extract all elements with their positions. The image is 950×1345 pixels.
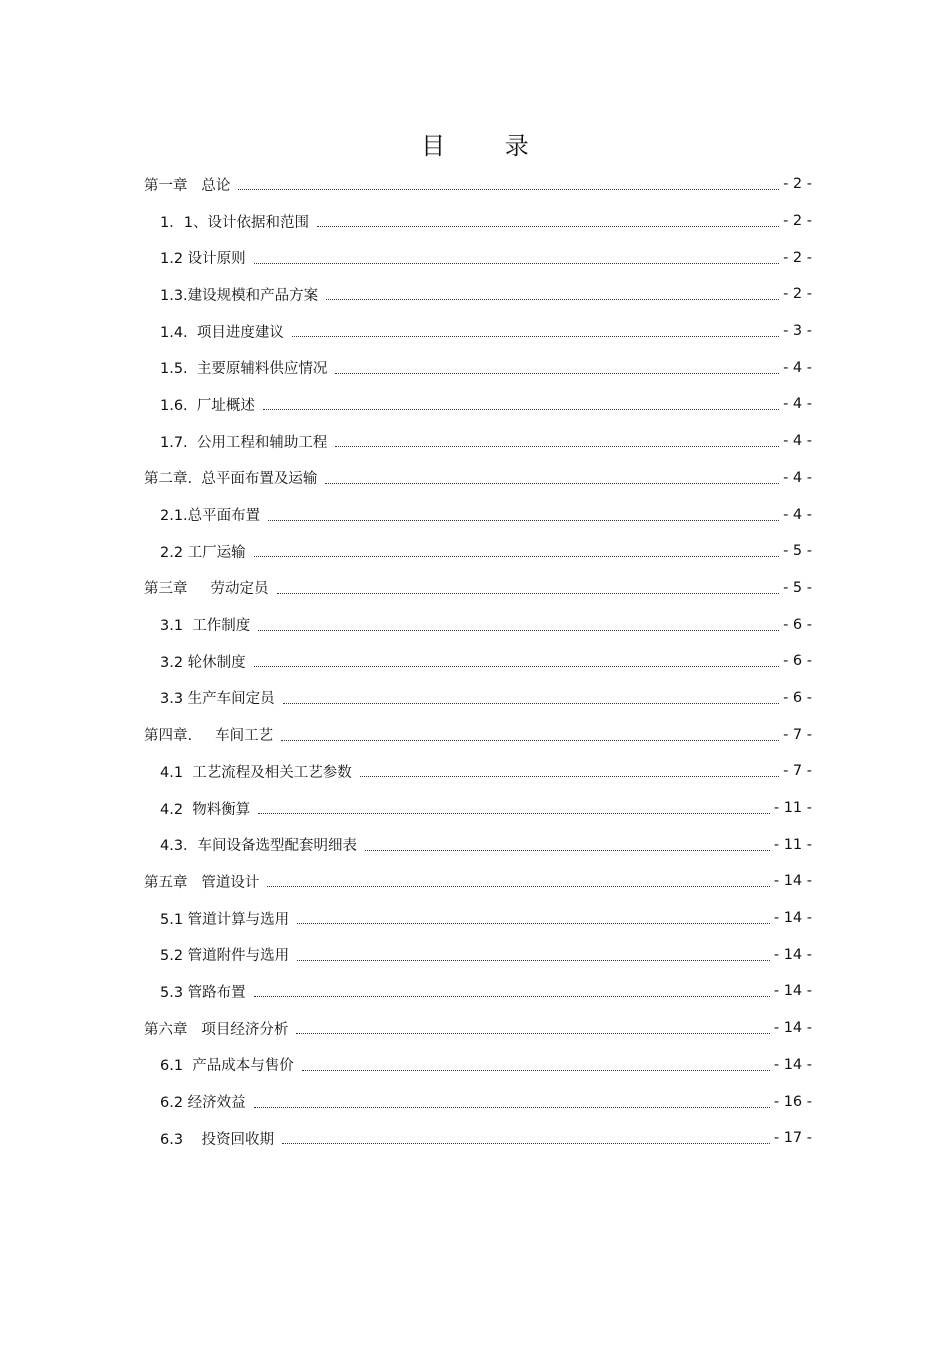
- toc-entry-label: 第三章 劳动定员: [144, 581, 269, 598]
- toc-entry[interactable]: [144, 606, 812, 643]
- dot-leader: [283, 702, 779, 704]
- toc-entry-label: 1.5. 主要原辅料供应情况: [160, 361, 328, 378]
- toc-entry-label: 4.2 物料衡算: [160, 801, 251, 818]
- dot-leader: [335, 445, 779, 447]
- toc-entry-label: 6.1 产品成本与售价: [160, 1058, 294, 1075]
- toc-entry[interactable]: [144, 203, 812, 240]
- toc-entry-page: - 14 -: [773, 983, 812, 1000]
- dot-leader: [325, 482, 779, 484]
- dot-leader: [254, 995, 770, 997]
- toc-entry-page: - 4 -: [783, 469, 812, 486]
- toc-entry-label: 6.3 投资回收期: [160, 1131, 274, 1148]
- dot-leader: [277, 592, 780, 594]
- toc-entry-label: 第二章. 总平面布置及运输: [144, 471, 318, 488]
- dot-leader: [335, 372, 779, 374]
- toc-entry-page: - 4 -: [783, 396, 812, 413]
- toc-entry-page: - 2 -: [783, 286, 812, 303]
- toc-entry-page: - 17 -: [773, 1130, 812, 1147]
- toc-entry-page: - 6 -: [783, 653, 812, 670]
- table-of-contents: [144, 166, 812, 1157]
- toc-entry-page: - 4 -: [783, 506, 812, 523]
- toc-entry-page: - 2 -: [783, 213, 812, 230]
- toc-entry-label: 3.3 生产车间定员: [160, 691, 275, 708]
- toc-entry-label: 第六章 项目经济分析: [144, 1021, 289, 1038]
- dot-leader: [317, 225, 779, 227]
- toc-entry-page: - 7 -: [783, 726, 812, 743]
- toc-entry[interactable]: [144, 643, 812, 680]
- toc-entry-page: - 5 -: [783, 579, 812, 596]
- toc-entry-label: 4.3．车间设备选型配套明细表: [160, 838, 358, 855]
- toc-entry[interactable]: [144, 753, 812, 790]
- dot-leader: [297, 922, 770, 924]
- toc-entry[interactable]: [144, 1083, 812, 1120]
- dot-leader: [268, 519, 779, 521]
- toc-entry-page: - 4 -: [783, 359, 812, 376]
- toc-entry[interactable]: [144, 1010, 812, 1047]
- toc-entry-page: - 2 -: [783, 176, 812, 193]
- toc-entry-page: - 14 -: [773, 1020, 812, 1037]
- toc-entry-label: 1．1、设计依据和范围: [160, 214, 309, 231]
- toc-entry[interactable]: [144, 1047, 812, 1084]
- toc-entry-label: 第四章. 车间工艺: [144, 728, 274, 745]
- toc-entry-label: 2.2 工厂运输: [160, 544, 246, 561]
- toc-entry-page: - 3 -: [783, 323, 812, 340]
- toc-entry-page: - 14 -: [773, 1056, 812, 1073]
- toc-entry-label: 1.4. 项目进度建议: [160, 324, 284, 341]
- toc-entry[interactable]: [144, 900, 812, 937]
- dot-leader: [258, 812, 770, 814]
- toc-entry[interactable]: [144, 863, 812, 900]
- toc-entry-page: - 16 -: [773, 1093, 812, 1110]
- toc-entry-page: - 5 -: [783, 543, 812, 560]
- toc-entry[interactable]: [144, 716, 812, 753]
- toc-entry-page: - 14 -: [773, 946, 812, 963]
- toc-entry-label: 6.2 经济效益: [160, 1095, 246, 1112]
- toc-entry[interactable]: [144, 496, 812, 533]
- toc-entry-page: - 6 -: [783, 689, 812, 706]
- toc-entry[interactable]: [144, 239, 812, 276]
- dot-leader: [292, 335, 779, 337]
- toc-entry-label: 第一章 总论: [144, 177, 231, 194]
- toc-entry-page: - 14 -: [773, 910, 812, 927]
- toc-entry[interactable]: [144, 973, 812, 1010]
- toc-entry[interactable]: [144, 1120, 812, 1157]
- toc-entry[interactable]: [144, 570, 812, 607]
- dot-leader: [365, 849, 770, 851]
- toc-entry[interactable]: [144, 680, 812, 717]
- toc-entry[interactable]: [144, 790, 812, 827]
- toc-entry-label: 5.2 管道附件与选用: [160, 948, 290, 965]
- toc-entry-label: 3.1 工作制度: [160, 618, 251, 635]
- toc-entry[interactable]: [144, 423, 812, 460]
- toc-entry-label: 1.7. 公用工程和辅助工程: [160, 434, 328, 451]
- dot-leader: [254, 555, 779, 557]
- toc-entry-label: 5.1 管道计算与选用: [160, 911, 290, 928]
- dot-leader: [263, 408, 779, 410]
- toc-entry[interactable]: [144, 826, 812, 863]
- toc-title: 目 录: [421, 132, 555, 160]
- toc-entry[interactable]: [144, 936, 812, 973]
- toc-entry-page: - 7 -: [783, 763, 812, 780]
- dot-leader: [296, 1032, 770, 1034]
- dot-leader: [267, 885, 770, 887]
- dot-leader: [302, 1069, 770, 1071]
- toc-entry[interactable]: [144, 386, 812, 423]
- toc-entry-page: - 4 -: [783, 433, 812, 450]
- toc-entry[interactable]: [144, 166, 812, 203]
- dot-leader: [238, 188, 779, 190]
- toc-entry-page: - 2 -: [783, 249, 812, 266]
- dot-leader: [360, 775, 779, 777]
- toc-entry-page: - 6 -: [783, 616, 812, 633]
- toc-entry-page: - 14 -: [773, 873, 812, 890]
- dot-leader: [254, 1106, 770, 1108]
- toc-entry[interactable]: [144, 533, 812, 570]
- toc-entry-label: 1.2 设计原则: [160, 251, 246, 268]
- dot-leader: [282, 1142, 770, 1144]
- toc-entry-page: - 11 -: [773, 836, 812, 853]
- toc-entry[interactable]: [144, 460, 812, 497]
- toc-entry-label: 5.3 管路布置: [160, 984, 246, 1001]
- dot-leader: [326, 298, 779, 300]
- toc-entry[interactable]: [144, 313, 812, 350]
- toc-entry-label: 第五章 管道设计: [144, 874, 260, 891]
- toc-entry-label: 2.1.总平面布置: [160, 508, 261, 525]
- toc-entry-label: 1.6. 厂址概述: [160, 397, 255, 414]
- dot-leader: [254, 262, 779, 264]
- dot-leader: [258, 629, 779, 631]
- dot-leader: [281, 739, 779, 741]
- toc-entry[interactable]: [144, 276, 812, 313]
- toc-entry-page: - 11 -: [773, 800, 812, 817]
- dot-leader: [297, 959, 770, 961]
- dot-leader: [254, 665, 779, 667]
- toc-entry-label: 4.1 工艺流程及相关工艺参数: [160, 764, 352, 781]
- toc-entry-label: 3.2 轮休制度: [160, 654, 246, 671]
- toc-entry-label: 1.3.建设规模和产品方案: [160, 287, 319, 304]
- toc-entry[interactable]: [144, 349, 812, 386]
